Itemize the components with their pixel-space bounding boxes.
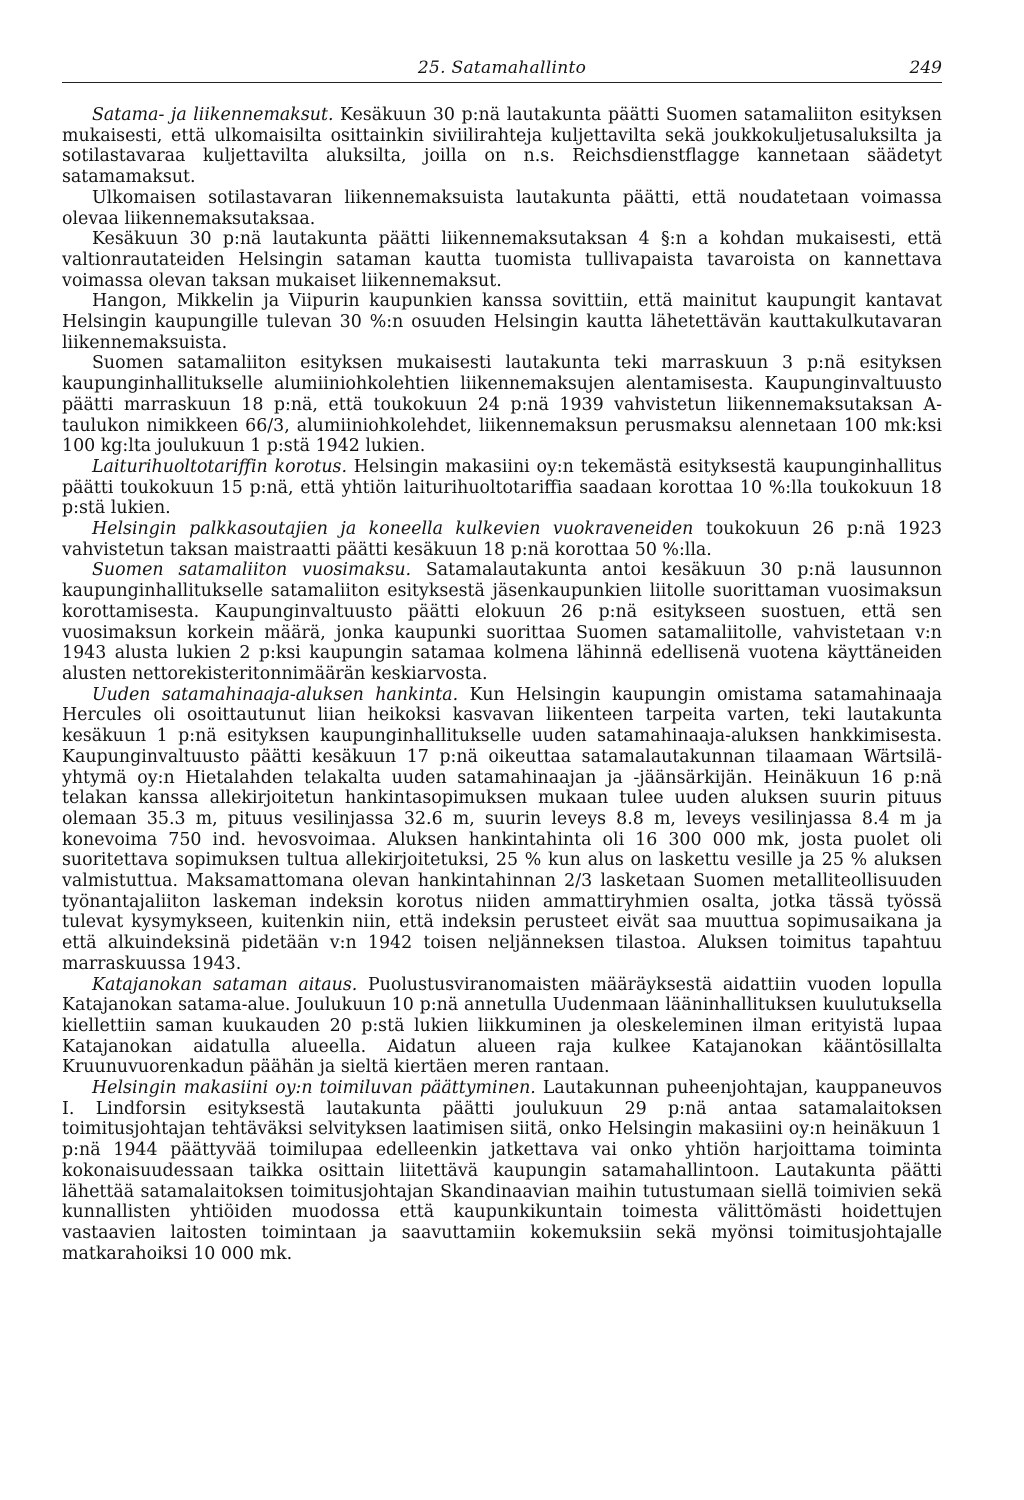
- section-heading: Helsingin palkkasoutajien ja koneella kulkevien vuokraveneiden: [92, 519, 694, 540]
- paragraph: [62, 560, 942, 684]
- paragraph: [62, 229, 942, 291]
- body-text: [62, 105, 942, 1264]
- paragraph-text: Helsingin makasiini oy:n tekemästä esityksestä kaupunginhallitus päätti toukokuun 15 p:nä, että yhtiön laiturihuoltotariffia saadaan korottaa 10 %:lla toukokuun 18 p:stä lukien.: [62, 456, 942, 519]
- paragraph: [62, 105, 942, 188]
- page-number: 249: [909, 58, 942, 78]
- paragraph-text: Hangon, Mikkelin ja Viipurin kaupunkien kanssa sovittiin, että mainitut kaupungit kantavat Helsingin kaupungille tulevan 30 %:n osuuden Helsingin kautta lähetettävän kauttakulkutavaran liikennemaksuista.: [62, 291, 942, 353]
- paragraph: [62, 291, 942, 353]
- paragraph: [62, 975, 942, 1079]
- section-heading: Helsingin makasiini oy:n toimiluvan päättyminen.: [92, 1078, 536, 1099]
- running-header: [62, 52, 942, 83]
- paragraph-text: Kesäkuun 30 p:nä lautakunta päätti Suomen satamaliiton esityksen mukaisesti, että ulkomaisilta osittainkin siviilirahteja kuljettavilta sekä joukkokuljetusaluksilta ja sotilastavaraa kuljettavilta aluksilta, joilla on n.s. Reichsdienstflagge kannetaan säädetyt satamamaksut.: [62, 105, 942, 188]
- paragraph-text: Suomen satamaliiton esityksen mukaisesti lautakunta teki marraskuun 3 p:nä esityksen kaupunginhallitukselle alumiiniohkolehtien liikennemaksujen alentamisesta. Kaupunginvaltuusto päätti marraskuun 18 p:nä, että toukokuun 24 p:nä 1939 vahvistetun liikennemaksutaksan A-taulukon nimikkeen 66/3, alumiiniohkolehdet, liikennemaksun perusmaksu alennetaan 100 mk:ksi 100 kg:lta joulukuun 1 p:stä 1942 lukien.: [62, 353, 942, 457]
- section-heading: Suomen satamaliiton vuosimaksu.: [92, 560, 412, 581]
- paragraph: [62, 457, 942, 519]
- paragraph: [62, 188, 942, 229]
- paragraph-text: Kesäkuun 30 p:nä lautakunta päätti liikennemaksutaksan 4 §:n a kohdan mukaisesti, että valtionrautateiden Helsingin sataman kautta tuomista tullivapaista tavaroista on kannettava voimassa olevan taksan mukaiset liikennemaksut.: [62, 229, 942, 291]
- paragraph-text: Lautakunnan puheenjohtajan, kauppaneuvos I. Lindforsin esityksestä lautakunta päätti joulukuun 29 p:nä antaa satamalaitoksen toimitusjohtajan tehtäväksi selvityksen laatimisen siitä, onko Helsingin makasiini oy:n heinäkuun 1 p:nä 1944 päättyvää toimilupaa edelleenkin jatkettava vai onko yhtiön harjoittama toiminta kokonaisuudessaan taikka osittain liitettävä kaupungin satamahallintoon. Lautakunta päätti lähettää satamalaitoksen toimitusjohtajan Skandinaavian maihin tutustumaan siellä toimivien sekä kunnallisten yhtiöiden muodossa että kaupunkikuntain toimesta välittömästi hoidettujen vastaavien laitosten toimintaan ja saavuttamiin kokemuksiin sekä myönsi toimitusjohtajalle matkarahoiksi 10 000 mk.: [62, 1078, 942, 1264]
- paragraph: [62, 519, 942, 560]
- section-heading: Katajanokan sataman aitaus.: [92, 974, 358, 995]
- paragraph-text: Satamalautakunta antoi kesäkuun 30 p:nä lausunnon kaupunginhallitukselle satamaliiton esityksestä jäsenkaupunkien liitolle suorittaman vuosimaksun korottamisesta. Kaupunginvaltuusto päätti elokuun 26 p:nä esitykseen suostuen, että sen vuosimaksun korkein määrä, jonka kaupunki suorittaa Suomen satamaliitolle, vahvistetaan v:n 1943 alusta lukien 2 p:ksi kaupungin satamaa kolmena lähinnä edellisenä vuotena käyttäneiden alusten nettorekisteritonnimäärän keskiarvosta.: [62, 560, 942, 684]
- section-heading: Uuden satamahinaaja-aluksen hankinta.: [92, 684, 459, 705]
- paragraph-text: Ulkomaisen sotilastavaran liikennemaksuista lautakunta päätti, että noudatetaan voimassa olevaa liikennemaksutaksaa.: [62, 187, 942, 229]
- section-heading: Satama- ja liikennemaksut.: [92, 105, 334, 125]
- paragraph-text: Puolustusviranomaisten määräyksestä aidattiin vuoden lopulla Katajanokan satama-alue. Joulukuun 10 p:nä annetulla Uudenmaan lääninhallituksen kuulutuksella kiellettiin saman kuukauden 20 p:stä lukien liikkuminen ja oleskeleminen ilman erityistä lupaa Katajanokan aidatulla alueella. Aidatun alueen raja kulkee Katajanokan kääntösillalta Kruunuvuorenkadun päähän ja sieltä kiertäen meren rantaan.: [62, 974, 942, 1078]
- chapter-title: 25. Satamahallinto: [417, 58, 587, 78]
- section-heading: Laiturihuoltotariffin korotus.: [92, 456, 347, 477]
- paragraph: [62, 353, 942, 457]
- document-page: [62, 52, 942, 1264]
- paragraph: [62, 685, 942, 975]
- paragraph-text: toukokuun 26 p:nä 1923 vahvistetun taksan maistraatti päätti kesäkuun 18 p:nä korottaa 50 %:lla.: [62, 519, 942, 560]
- paragraph-text: Kun Helsingin kaupungin omistama satamahinaaja Hercules oli osoittautunut liian heikoksi kasvavan liikenteen tarpeita varten, teki lautakunta kesäkuun 1 p:nä esityksen kaupunginhallitukselle uuden satamahinaaja-aluksen hankkimisesta. Kaupunginvaltuusto päätti kesäkuun 17 p:nä oikeuttaa satamalautakunnan tilaamaan Wärtsilä-yhtymä oy:n Hietalahden telakalta uuden satamahinaajan ja -jäänsärkijän. Heinäkuun 16 p:nä telakan kanssa allekirjoitetun hankintasopimuksen mukaan tulee uuden aluksen suurin pituus olemaan 35.3 m, pituus vesilinjassa 32.6 m, suurin leveys 8.8 m, leveys vesilinjassa 8.4 m ja konevoima 750 ind. hevosvoimaa. Aluksen hankintahinta oli 16 300 000 mk, josta puolet oli suoritettava sopimuksen tultua allekirjoitetuksi, 25 % kun alus on laskettu vesille ja 25 % aluksen valmistuttua. Maksamattomana olevan hankintahinnan 2/3 lasketaan Suomen metalliteollisuuden työnantajaliiton laskeman indeksin korotus niiden ammattiryhmien osalta, jotka tässä työssä tulevat kysymykseen, kuitenkin niin, että indeksin perusteet eivät saa muuttua sopimusaikana ja että alkuindeksinä pidetään v:n 1942 toisen neljänneksen tilastoa. Aluksen toimitus tapahtuu marraskuussa 1943.: [62, 684, 942, 974]
- paragraph: [62, 1078, 942, 1264]
